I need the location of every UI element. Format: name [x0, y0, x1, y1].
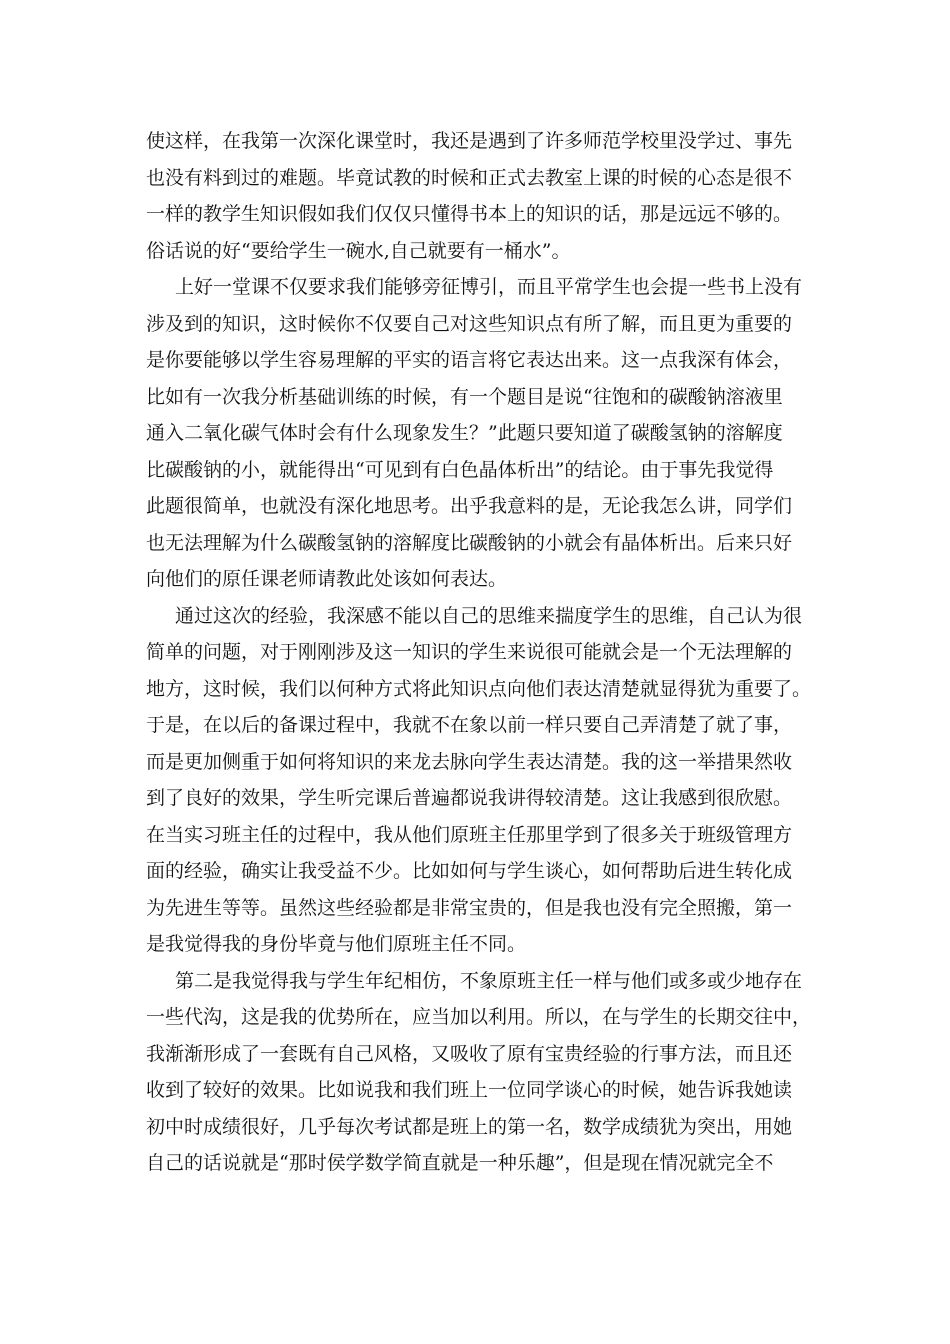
text-line: 而是更加侧重于如何将知识的来龙去脉向学生表达清楚。我的这一举措果然收 [146, 750, 793, 773]
text-line: 通入二氧化碳气体时会有什么现象发生？”此题只要知道了碳酸氢钠的溶解度 [146, 422, 783, 444]
text-line: 也无法理解为什么碳酸氢钠的溶解度比碳酸钠的小就会有晶体析出。后来只好 [146, 531, 793, 554]
text-line: 也没有料到过的难题。毕竟试教的时候和正式去教室上课的时候的心态是很不 [146, 166, 793, 189]
text-line: 比如有一次我分析基础训练的时候，有一个题目是说“往饱和的碳酸钠溶液里 [146, 385, 783, 408]
text-line: 地方，这时候，我们以何种方式将此知识点向他们表达清楚就显得犹为重要了。 [146, 677, 812, 700]
paragraph-first-line: 通过这次的经验，我深感不能以自己的思维来揣度学生的思维，自己认为很 [175, 604, 803, 627]
text-line: 一些代沟，这是我的优势所在，应当加以利用。所以，在与学生的长期交往中， [146, 1006, 812, 1028]
text-line: 面的经验，确实让我受益不少。比如如何与学生谈心，如何帮助后进生转化成 [146, 860, 793, 882]
text-line: 初中时成绩很好，几乎每次考试都是班上的第一名，数学成绩犹为突出，用她 [146, 1115, 793, 1138]
text-line: 为先进生等等。虽然这些经验都是非常宝贵的，但是我也没有完全照搬，第一 [146, 896, 793, 919]
text-line: 向他们的原任课老师请教此处该如何表达。 [146, 568, 508, 590]
text-line: 我渐渐形成了一套既有自己风格，又吸收了原有宝贵经验的行事方法，而且还 [146, 1042, 793, 1065]
text-line: 是你要能够以学生容易理解的平实的语言将它表达出来。这一点我深有体会， [146, 349, 793, 371]
text-line: 一样的教学生知识假如我们仅仅只懂得书本上的知识的话，那是远远不够的。 [146, 203, 793, 225]
text-line: 使这样，在我第一次深化课堂时，我还是遇到了许多师范学校里没学过、事先 [146, 130, 793, 152]
text-line: 简单的问题，对于刚刚涉及这一知识的学生来说很可能就会是一个无法理解的 [146, 641, 793, 663]
text-line: 自己的话说就是“那时侯学数学简直就是一种乐趣”，但是现在情况就完全不 [146, 1152, 774, 1174]
text-line: 比碳酸钠的小，就能得出“可见到有白色晶体析出”的结论。由于事先我觉得 [146, 458, 774, 481]
text-line: 于是，在以后的备课过程中，我就不在象以前一样只要自己弄清楚了就了事， [146, 714, 793, 736]
text-line: 俗话说的好“要给学生一碗水,自己就要有一桶水”。 [146, 239, 571, 262]
text-line: 此题很简单，也就没有深化地思考。出乎我意料的是，无论我怎么讲，同学们 [146, 495, 793, 517]
paragraph-first-line: 第二是我觉得我与学生年纪相仿，不象原班主任一样与他们或多或少地存在 [175, 969, 803, 992]
text-line: 涉及到的知识，这时候你不仅要自己对这些知识点有所了解，而且更为重要的 [146, 312, 793, 335]
text-line: 是我觉得我的身份毕竟与他们原班主任不同。 [146, 933, 527, 955]
text-line: 在当实习班主任的过程中，我从他们原班主任那里学到了很多关于班级管理方 [146, 823, 793, 846]
document-body-text [146, 123, 812, 1182]
text-line: 到了良好的效果，学生听完课后普遍都说我讲得较清楚。这让我感到很欣慰。 [146, 787, 793, 809]
text-line: 收到了较好的效果。比如说我和我们班上一位同学谈心的时候，她告诉我她读 [146, 1079, 793, 1101]
paragraph-first-line: 上好一堂课不仅要求我们能够旁征博引，而且平常学生也会提一些书上没有 [175, 276, 803, 298]
